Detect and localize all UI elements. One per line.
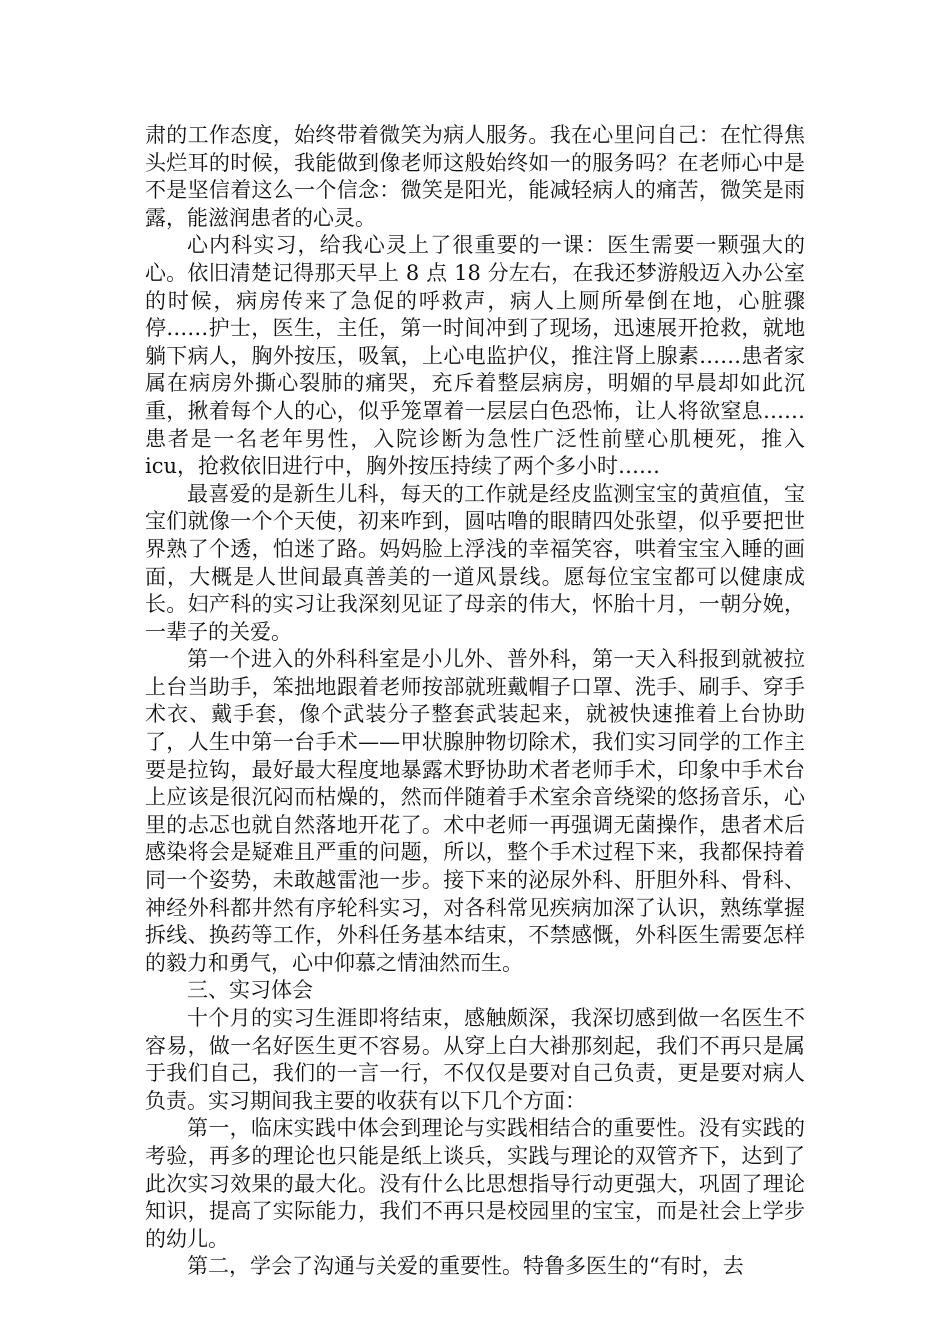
paragraph-neonatology: 最喜爱的是新生儿科，每天的工作就是经皮监测宝宝的黄疸值，宝宝们就像一个个天使，初来咋到，圆咕噜的眼睛四处张望，似乎要把世界熟了个透，怕迷了路。妈妈脸上浮浅的幸福笑容，哄着宝宝入睡的画面，大概是人世间最真善美的一道风景线。愿每位宝宝都可以健康成长。妇产科的实习让我深刻见证了母亲的伟大，怀胎十月，一朝分娩，一辈子的关爱。 xyxy=(145,481,805,644)
section-heading: 三、实习体会 xyxy=(187,978,313,1003)
paragraph-continuation: 肃的工作态度，始终带着微笑为病人服务。我在心里问自己：在忙得焦头烂耳的时候，我能做到像老师这般始终如一的服务吗？在老师心中是不是坚信着这么一个信念：微笑是阳光，能减轻病人的痛苦，微笑是雨露，能滋润患者的心灵。 xyxy=(145,123,805,230)
paragraph-cardiology: 心内科实习，给我心灵上了很重要的一课：医生需要一颗强大的心。依旧清楚记得那天早上 8 点 18 分左右，在我还梦游般迈入办公室的时候，病房传来了急促的呼救声，病人上厕所晕倒在地，心脏骤停……护士，医生，主任，第一时间冲到了现场，迅速展开抢救，就地躺下病人，胸外按压，吸氧，上心电监护仪，推注肾上腺素……患者家属在病房外撕心裂肺的痛哭，充斥着整层病房，明媚的早晨却如此沉重，揪着每个人的心，似乎笼罩着一层层白色恐怖，让人将欲窒息……患者是一名老年男性，入院诊断为急性广泛性前壁心肌梗死，推入 icu，抢救依旧进行中，胸外按压持续了两个多小时…… xyxy=(145,233,805,479)
paragraph-reflection-intro: 十个月的实习生涯即将结束，感触颇深，我深切感到做一名医生不容易，做一名好医生更不容易。从穿上白大褂那刻起，我们不再只是属于我们自己，我们的一言一行，不仅仅是要对自己负责，更是要对病人负责。实习期间我主要的收获有以下几个方面： xyxy=(145,1006,805,1113)
document-page xyxy=(145,122,805,1281)
paragraph-surgery: 第一个进入的外科科室是小儿外、普外科，第一天入科报到就被拉上台当助手，笨拙地跟着老师按部就班戴帽子口罩、洗手、刷手、穿手术衣、戴手套，像个武装分子整套武装起来，就被快速推着上台协助了，人生中第一台手术——甲状腺肿物切除术，我们实习同学的工作主要是拉钩，最好最大程度地暴露术野协助术者老师手术，印象中手术台上应该是很沉闷而枯燥的，然而伴随着手术室余音绕梁的悠扬音乐，心里的忐忑也就自然落地开花了。术中老师一再强调无菌操作，患者术后感染将会是疑难且严重的问题，所以，整个手术过程下来，我都保持着同一个姿势，未敢越雷池一步。接下来的泌尿外科、肝胆外科、骨科、神经外科都井然有序轮科实习，对各科常见疾病加深了认识，熟练掌握拆线、换药等工作，外科任务基本结束，不禁感慨，外科医生需要怎样的毅力和勇气，心中仰慕之情油然而生。 xyxy=(145,647,805,975)
paragraph-point-two: 第二，学会了沟通与关爱的重要性。特鲁多医生的“有时，去 xyxy=(187,1254,744,1279)
paragraph-point-one: 第一，临床实践中体会到理论与实践相结合的重要性。没有实践的考验，再多的理论也只能是纸上谈兵，实践与理论的双管齐下，达到了此次实习效果的最大化。没有什么比思想指导行动更强大，巩固了理论知识，提高了实际能力，我们不再只是校园里的宝宝，而是社会上学步的幼儿。 xyxy=(145,1116,805,1251)
